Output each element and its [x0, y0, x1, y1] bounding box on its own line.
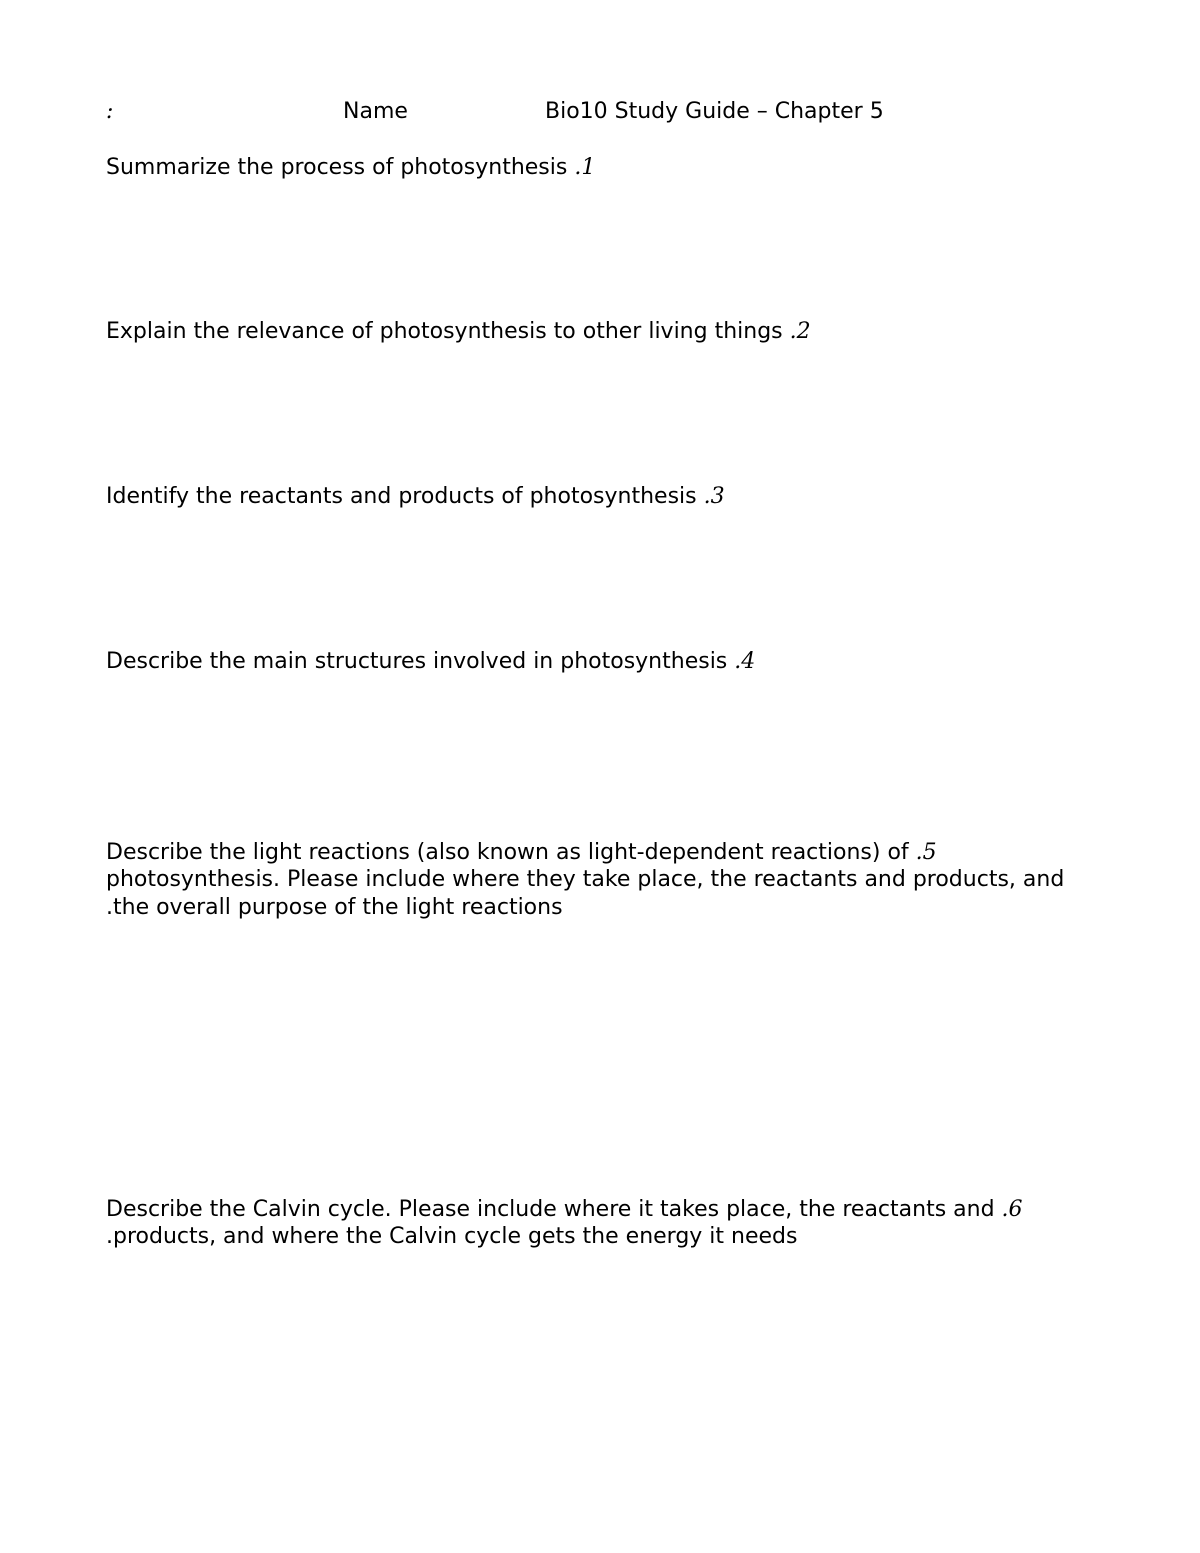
question-4 [106, 648, 755, 676]
question-6-number: .6 [1001, 1197, 1023, 1222]
question-4-number: .4 [734, 649, 756, 674]
question-5-line-1 [106, 839, 937, 867]
question-1-text: Summarize the process of photosynthesis [106, 155, 568, 180]
name-label: Name [343, 99, 408, 124]
question-4-text: Describe the main structures involved in photosynthesis [106, 649, 728, 674]
question-6-line-2: .products, and where the Calvin cycle gets the energy it needs [106, 1224, 798, 1249]
question-5-line-3: .the overall purpose of the light reactions [106, 895, 563, 920]
question-1-number: .1 [574, 155, 596, 180]
question-5-line-2: photosynthesis. Please include where they take place, the reactants and products, and [106, 867, 1065, 892]
question-3-text: Identify the reactants and products of photosynthesis [106, 484, 697, 509]
question-3 [106, 483, 725, 511]
question-1 [106, 154, 595, 182]
question-5-text-line-1: Describe the light reactions (also known as light-dependent reactions) of [106, 840, 916, 865]
document-title: Bio10 Study Guide – Chapter 5 [545, 99, 884, 124]
question-5-number: .5 [915, 840, 937, 865]
question-3-number: .3 [703, 484, 725, 509]
header-colon: : [106, 99, 114, 124]
question-2-text: Explain the relevance of photosynthesis to other living things [106, 319, 783, 344]
question-2 [106, 318, 811, 346]
question-2-number: .2 [789, 319, 811, 344]
question-6-text-line-1: Describe the Calvin cycle. Please include where it takes place, the reactants and [106, 1197, 1002, 1222]
question-6-line-1 [106, 1196, 1023, 1224]
